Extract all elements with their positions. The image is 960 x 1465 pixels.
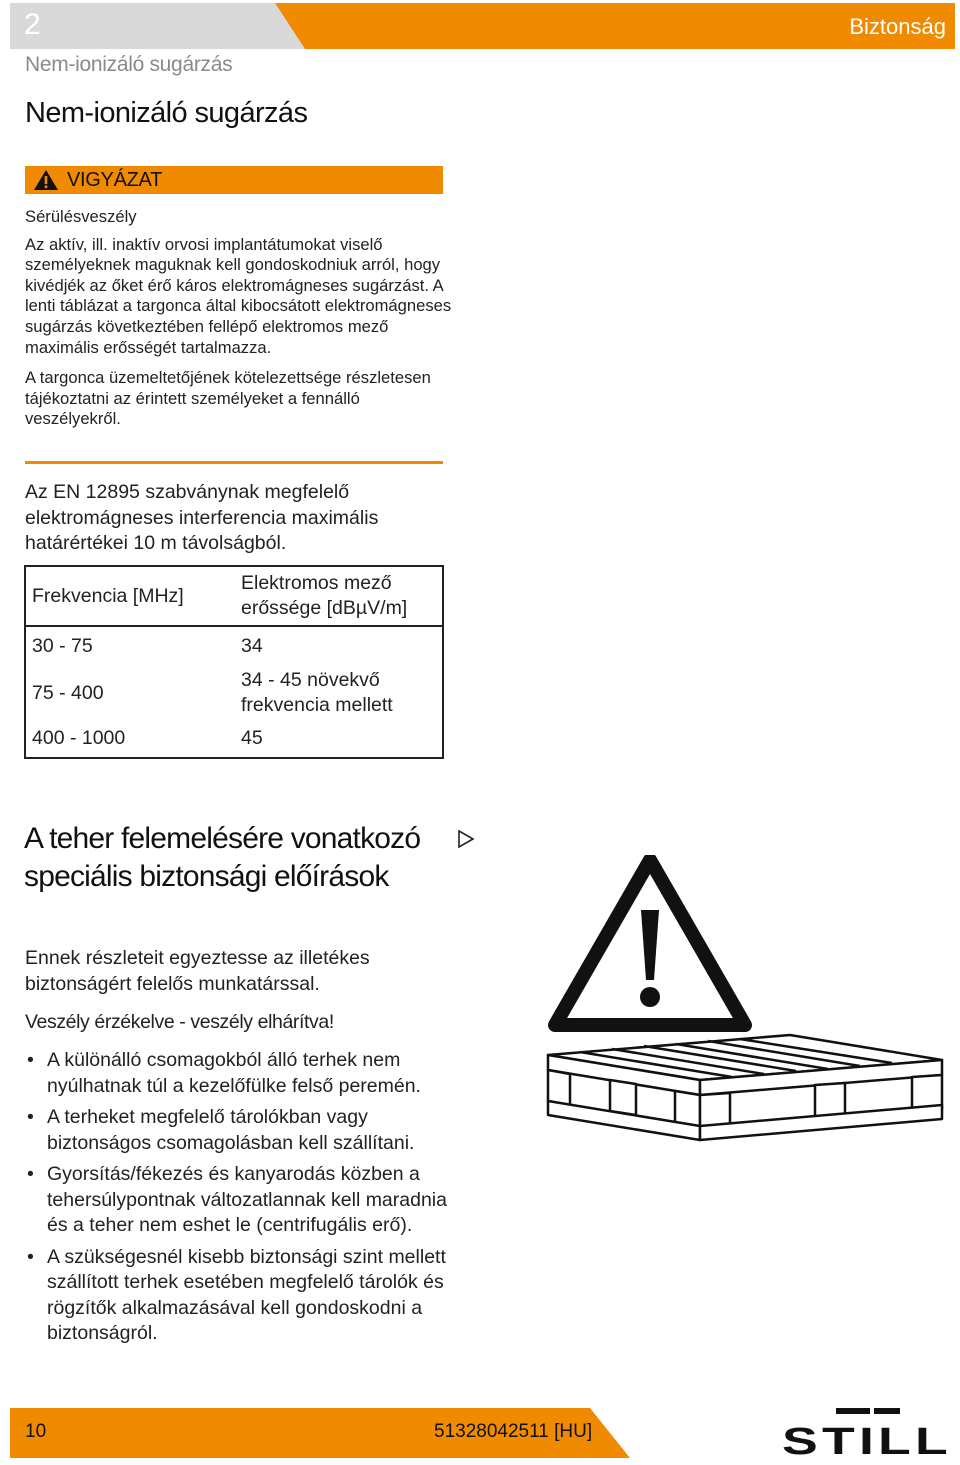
- bullet-icon: •: [27, 1245, 34, 1268]
- table-row: [25, 626, 443, 666]
- chapter-title: Biztonság: [849, 14, 946, 39]
- bullet-icon: •: [27, 1049, 34, 1071]
- warning-body: [25, 207, 455, 440]
- hazard-line: Veszély érzékelve - veszély elhárítva!: [25, 1011, 334, 1033]
- table-header-frequency: Frekvencia [MHz]: [25, 566, 235, 626]
- section2-paragraph: Ennek részleteit egyeztesse az illetékes biztonságért felelős munkatárssal.: [25, 947, 370, 995]
- warning-bar: [25, 166, 443, 194]
- warning-end-rule: [25, 461, 443, 464]
- chapter-number: 2: [24, 8, 41, 41]
- bullet-list: [25, 1048, 455, 1353]
- bullet-icon: •: [27, 1106, 34, 1128]
- table-cell: 75 - 400: [32, 681, 104, 704]
- list-item: [25, 1245, 455, 1347]
- warning-paragraph: Az aktív, ill. inaktív orvosi implantátumokat viselő személyeknek maguknak kell gondoskodniuk arról, hogy kivédjék az őket érő káros elektromágneses sugárzást. A lenti táblázat a targonca által kibocsátott elektromágneses sugárzás következtében fellépő elektromos mező maximális erősségét tartalmazza.: [25, 234, 452, 357]
- play-marker-icon: [458, 830, 474, 848]
- page-number: 10: [25, 1421, 47, 1442]
- table-cell: 34: [241, 635, 263, 657]
- running-title: Nem-ionizáló sugárzás: [25, 53, 233, 76]
- section-title: Nem-ionizáló sugárzás: [25, 97, 308, 129]
- list-item-text: A szükségesnél kisebb biztonsági szint mellett szállított terhek esetében megfelelő tárolók és rögzítők alkalmazásával kell gondoskodni a biztonságról.: [47, 1245, 446, 1344]
- logo-text: STILL: [782, 1421, 952, 1460]
- table-header-field-strength: Elektromos mező erőssége [dBµV/m]: [235, 566, 443, 626]
- list-item-text: A különálló csomagokból álló terhek nem nyúlhatnak túl a kezelőfülke felső peremén.: [47, 1049, 421, 1097]
- list-item: [25, 1162, 455, 1239]
- list-item-text: Gyorsítás/fékezés és kanyarodás közben a tehersúlypontnak változatlannak kell maradnia és a teher nem eshet le (centrifugális erő).: [47, 1163, 447, 1236]
- intro-paragraph: Az EN 12895 szabványnak megfelelő elektromágneses interferencia maximális határértékei 10 m távolságból.: [25, 481, 379, 554]
- table-cell: 45: [241, 727, 263, 749]
- emi-table: [24, 565, 444, 759]
- list-item: [25, 1048, 455, 1099]
- warning-paragraph: A targonca üzemeltetőjének kötelezettsége részletesen tájékoztatni az érintett személyeket a fennálló veszélyekről.: [25, 368, 431, 429]
- table-row: [25, 720, 443, 758]
- warning-triangle-over-pallet-icon: [540, 855, 950, 1175]
- table-header-row: [25, 566, 443, 626]
- table-cell: 30 - 75: [32, 635, 93, 657]
- table-cell: 34 - 45 növekvő frekvencia mellett: [241, 669, 393, 716]
- document-number: 51328042511 [HU]: [434, 1421, 593, 1442]
- header-grey-band: [10, 3, 310, 49]
- list-item-text: A terheket megfelelő tárolókban vagy biztonságos csomagolásban kell szállítani.: [47, 1106, 415, 1154]
- list-item: [25, 1105, 455, 1156]
- warning-subtitle: Sérülésveszély: [25, 207, 137, 226]
- still-logo: [780, 1408, 955, 1460]
- table-cell: 400 - 1000: [32, 727, 126, 749]
- bullet-icon: •: [27, 1163, 34, 1185]
- warning-triangle-icon: [555, 860, 745, 1025]
- warning-label: VIGYÁZAT: [67, 168, 163, 191]
- warning-icon: [33, 169, 59, 191]
- table-row: [25, 666, 443, 720]
- section2-title: A teher felemelésére vonatkozó speciális biztonsági előírások: [24, 822, 421, 893]
